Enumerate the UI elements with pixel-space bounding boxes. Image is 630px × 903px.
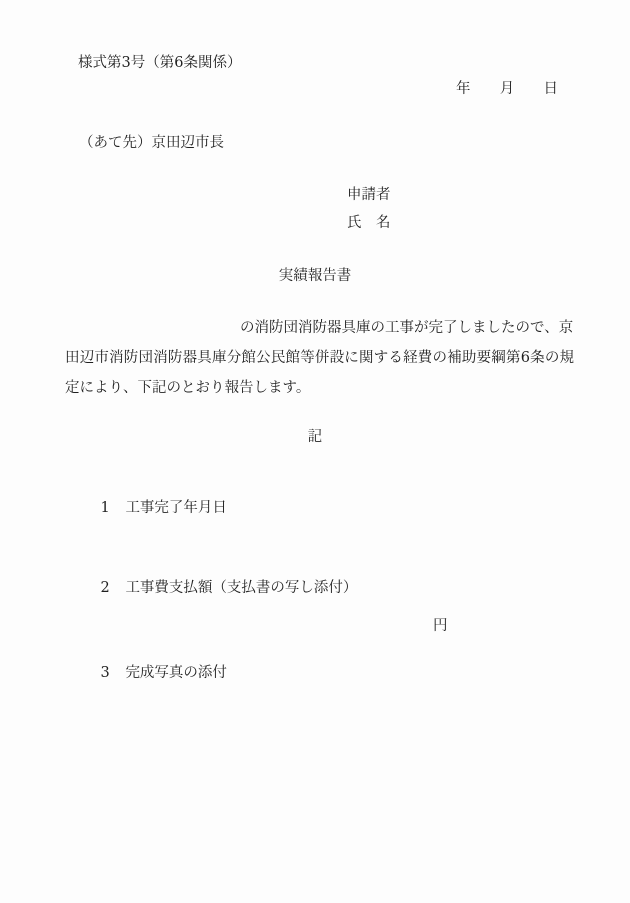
- date-year-label: 年: [456, 81, 471, 97]
- body-line: 田辺市消防団消防器具庫分館公民館等併設に関する経費の補助要綱第6条の規: [65, 350, 575, 366]
- item-number: 1: [100, 499, 110, 516]
- list-item: [82, 648, 227, 698]
- facility-name-blank: [65, 318, 238, 338]
- list-item: [82, 563, 357, 613]
- list-item: [82, 483, 227, 533]
- item-number: 2: [100, 579, 110, 596]
- applicant-name-label: 氏 名: [347, 215, 391, 231]
- item-label: 完成写真の添付: [125, 664, 227, 681]
- item-number: 3: [100, 664, 110, 681]
- yen-unit-label: 円: [433, 618, 448, 634]
- item-label: 工事費支払額（支払書の写し添付）: [125, 579, 358, 596]
- addressee: （あて先）京田辺市長: [79, 135, 224, 151]
- date-day-label: 日: [543, 81, 558, 97]
- body-line: の消防団消防器具庫の工事が完了しましたので、京: [240, 320, 574, 336]
- date-month-label: 月: [499, 81, 515, 97]
- date-line: [456, 81, 558, 98]
- item-label: 工事完了年月日: [125, 499, 227, 516]
- form-number: 様式第3号（第6条関係）: [78, 55, 242, 71]
- body-line: 定により、下記のとおり報告します。: [65, 380, 311, 396]
- applicant-label: 申請者: [347, 187, 391, 203]
- report-title: 実績報告書: [278, 268, 352, 284]
- section-marker: 記: [307, 429, 323, 445]
